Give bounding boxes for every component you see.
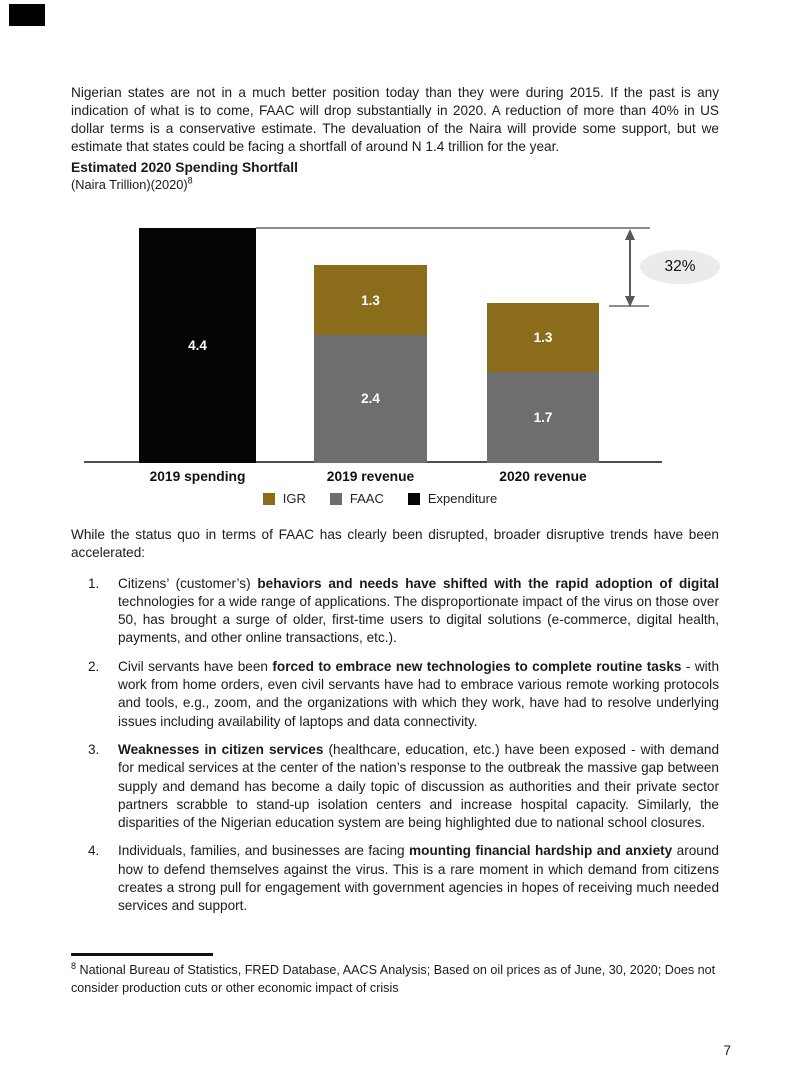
footnote-superscript: 8 (71, 960, 77, 971)
trend-list (71, 575, 719, 916)
list-number: 4. (88, 843, 100, 859)
figure-footnote-ref: 8 (187, 175, 193, 186)
bar-value-label: 4.4 (188, 338, 207, 353)
legend-item-expenditure (408, 491, 497, 506)
legend-swatch-icon (263, 493, 275, 505)
bar-value-label: 1.3 (533, 330, 553, 345)
legend-swatch-icon (408, 493, 420, 505)
figure-title: Estimated 2020 Spending Shortfall (71, 160, 298, 175)
legend-label: IGR (282, 491, 306, 506)
reference-line-top (256, 227, 650, 229)
body-section (71, 526, 719, 926)
bar-value-label: 1.3 (361, 292, 380, 308)
shortfall-gap-arrow-icon (622, 229, 638, 307)
legend-item-faac (330, 491, 384, 506)
chart-legend (80, 491, 680, 506)
bar-segment-igr-2019-revenue (314, 265, 427, 334)
legend-label: FAAC (349, 491, 384, 506)
bar-segment-igr-2020-revenue (487, 303, 599, 372)
category-label: 2019 revenue (326, 469, 415, 484)
trend-item-2: 2. Civil servants have been forced to embrace new technologies to complete routine tasks - with work from home orders, even civil servants have had to embrace various remote working protocols and tools, e.g., zoom, and the organizations with which they work, have had to resolve underlying issues including availability of laptops and data connectivity. (88, 658, 720, 729)
legend-label: Expenditure (427, 491, 498, 506)
trend-item-3: 3. Weaknesses in citizen services (healthcare, education, etc.) have been exposed - with demand for medical services at the center of the nation’s response to the outbreak the massive gap between supply and demand has become a daily topic of discussion as authorities and their private sector partners scrabble to stand-up isolation centers and increase hospital capacity. Similarly, the disparities of the Nigerian education system are being highlighted due to national school closures. (88, 741, 720, 831)
list-number: 2. (88, 658, 100, 674)
legend-swatch-icon (330, 493, 342, 505)
legend-item-igr (263, 491, 306, 506)
shortfall-percentage-label: 32% (664, 258, 696, 275)
category-label: 2019 spending (149, 469, 246, 484)
shortfall-percentage-badge (640, 250, 720, 284)
category-label: 2020 revenue (499, 469, 587, 484)
bar-segment-expenditure-2019-spending (139, 228, 256, 463)
trend-item-1: 1. Citizens’ (customer’s) behaviors and needs have shifted with the rapid adoption of digital technologies for a wide range of applications. The disproportionate impact of the virus on those over 50, has brought a surge of older, first-time users to digital solutions (e-commerce, digital health, payments, and other online transactions, etc.). (88, 575, 719, 646)
list-number: 3. (88, 741, 100, 757)
trend-item-4: 4. Individuals, families, and businesses are facing mounting financial hardship and anxiety around how to defend themselves against the virus. This is a rare moment in which demand from citizens creates a strong pull for engagement with government agencies in hopes of receiving much needed services and support. (88, 843, 719, 914)
figure-subtitle-text: (Naira Trillion)(2020) (71, 177, 188, 192)
bar-value-label: 1.7 (533, 410, 553, 426)
footnote-separator (71, 953, 213, 956)
lead-paragraph: While the status quo in terms of FAAC has clearly been disrupted, broader disruptive trends have been accelerated: (71, 527, 719, 561)
bar-segment-faac-2019-revenue (314, 335, 427, 463)
bar-segment-faac-2020-revenue (487, 372, 599, 463)
list-number: 1. (88, 575, 100, 591)
page-number: 7 (723, 1043, 731, 1058)
bar-value-label: 2.4 (361, 391, 380, 407)
footnote (71, 961, 719, 997)
intro-paragraph: Nigerian states are not in a much better position today than they were during 2015. If the past is any indication of what is to come, FAAC will drop substantially in 2020. A reduction of more than 40% in US dollar terms is a conservative estimate. The devaluation of the Naira will provide some support, but we estimate that states could be facing a shortfall of around N 1.4 trillion for the year. (71, 84, 719, 155)
footnote-text: National Bureau of Statistics, FRED Database, AACS Analysis; Based on oil prices as of June, 30, 2020; Does not consider production cuts or other economic impact of crisis (71, 963, 716, 995)
stacked-bar-chart (0, 0, 789, 520)
